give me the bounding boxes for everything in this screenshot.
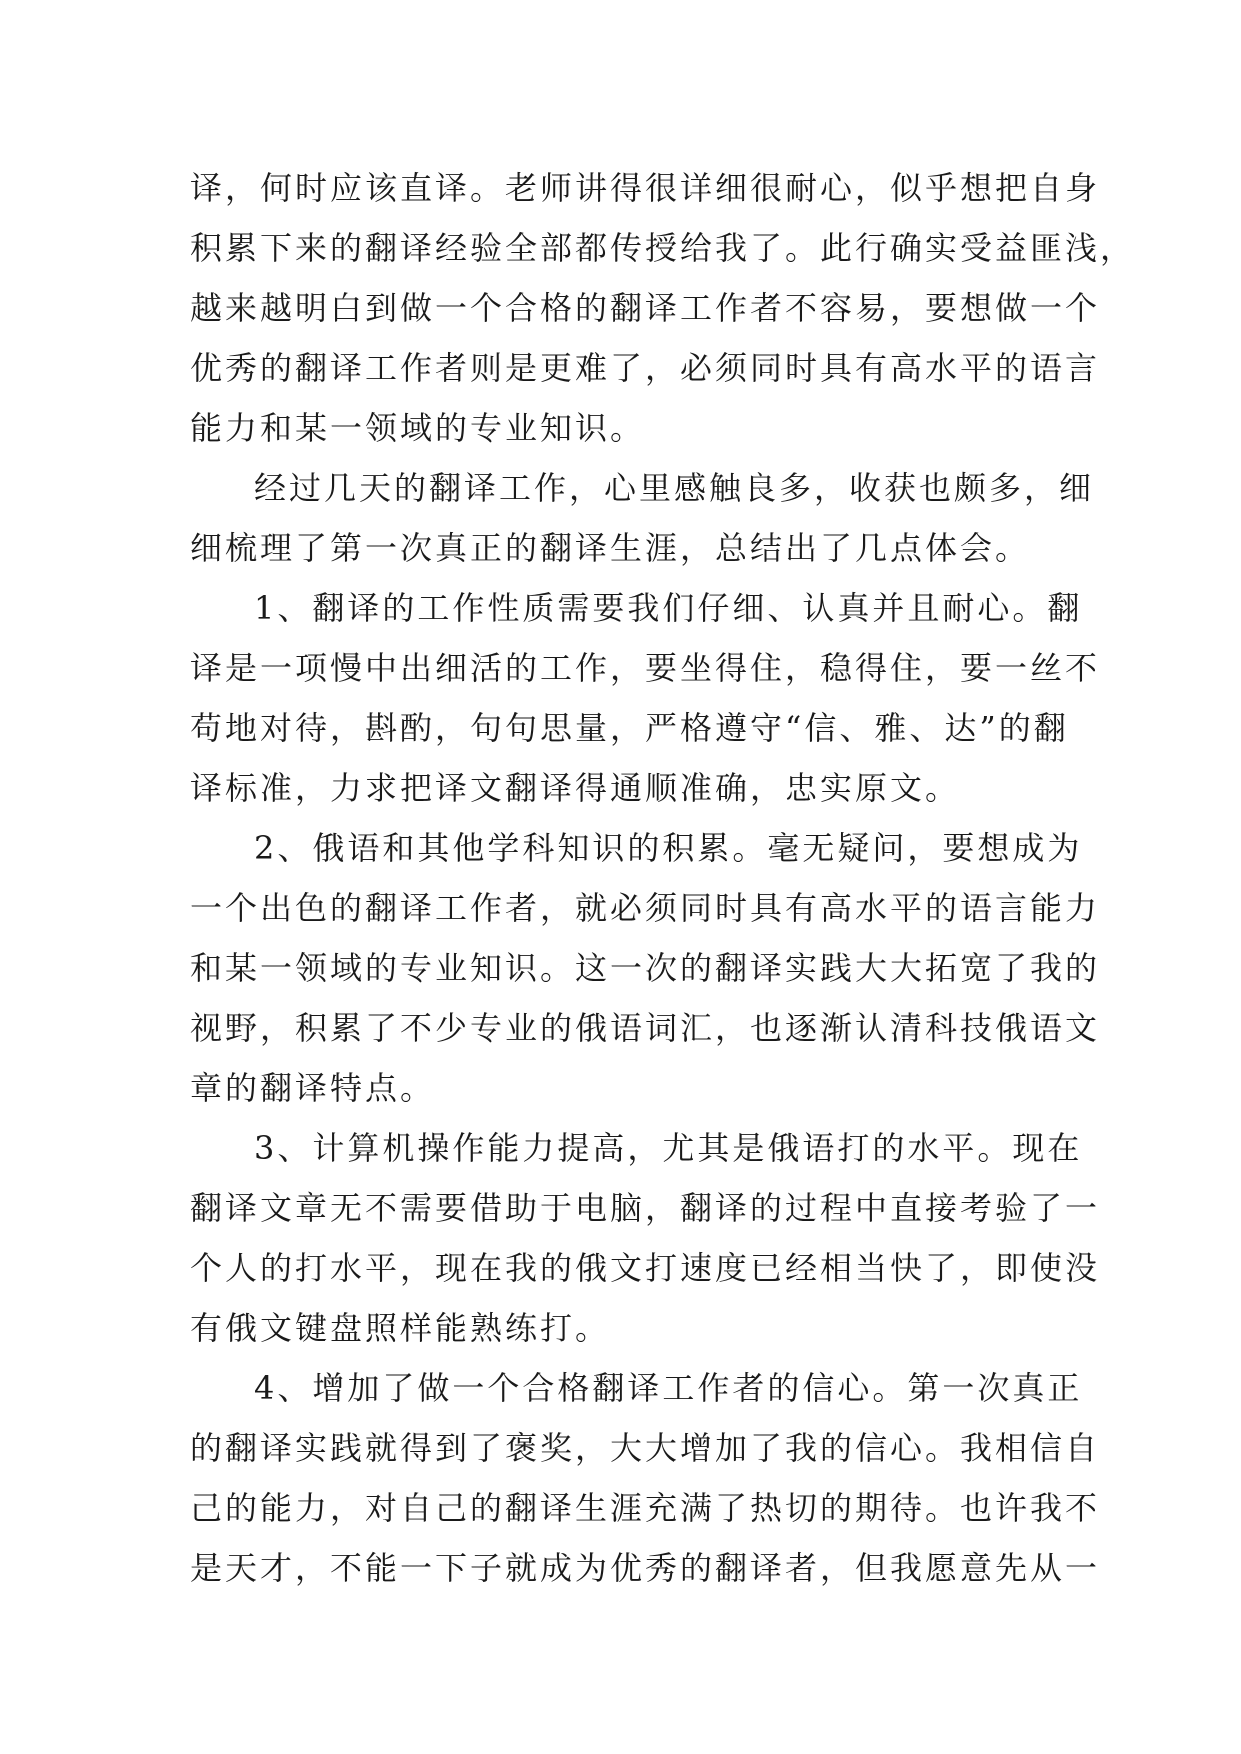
text-line-5: 能力和某一领域的专业知识。: [190, 409, 646, 447]
list-item-4-start: 4、增加了做一个合格翻译工作者的信心。第一次真正: [254, 1369, 1083, 1407]
list-item-3-start: 3、计算机操作能力提高，尤其是俄语打的水平。现在: [254, 1129, 1083, 1167]
list-item-1-start: 1、翻译的工作性质需要我们仔细、认真并且耐心。翻: [254, 589, 1083, 627]
text-line-3: 越来越明白到做一个合格的翻译工作者不容易，要想做一个: [190, 289, 1101, 327]
text-line-7: 细梳理了第一次真正的翻译生涯，总结出了几点体会。: [190, 529, 1031, 567]
text-line-9: 译是一项慢中出细活的工作，要坐得住，稳得住，要一丝不: [190, 649, 1101, 687]
text-line-2: 积累下来的翻译经验全部都传授给我了。此行确实受益匪浅，: [190, 229, 1136, 267]
text-line-10: 苟地对待，斟酌，句句思量，严格遵守“信、雅、达”的翻: [190, 709, 1069, 747]
text-line-18: 翻译文章无不需要借助于电脑，翻译的过程中直接考验了一: [190, 1189, 1101, 1227]
text-line-24: 是天才，不能一下子就成为优秀的翻译者，但我愿意先从一: [190, 1549, 1101, 1587]
text-line-14: 和某一领域的专业知识。这一次的翻译实践大大拓宽了我的: [190, 949, 1101, 987]
text-line-19: 个人的打水平，现在我的俄文打速度已经相当快了，即使没: [190, 1249, 1101, 1287]
text-line-1: 译，何时应该直译。老师讲得很详细很耐心，似乎想把自身: [190, 169, 1101, 207]
text-line-13: 一个出色的翻译工作者，就必须同时具有高水平的语言能力: [190, 889, 1101, 927]
list-item-2-start: 2、俄语和其他学科知识的积累。毫无疑问，要想成为: [254, 829, 1083, 867]
text-line-11: 译标准，力求把译文翻译得通顺准确，忠实原文。: [190, 769, 961, 807]
text-line-20: 有俄文键盘照样能熟练打。: [190, 1309, 611, 1347]
text-line-16: 章的翻译特点。: [190, 1069, 436, 1107]
text-line-15: 视野，积累了不少专业的俄语词汇，也逐渐认清科技俄语文: [190, 1009, 1101, 1047]
text-line-23: 己的能力，对自己的翻译生涯充满了热切的期待。也许我不: [190, 1489, 1101, 1527]
text-line-4: 优秀的翻译工作者则是更难了，必须同时具有高水平的语言: [190, 349, 1101, 387]
text-line-22: 的翻译实践就得到了褒奖，大大增加了我的信心。我相信自: [190, 1429, 1101, 1467]
paragraph-start-2: 经过几天的翻译工作，心里感触良多，收获也颇多，细: [254, 469, 1095, 507]
